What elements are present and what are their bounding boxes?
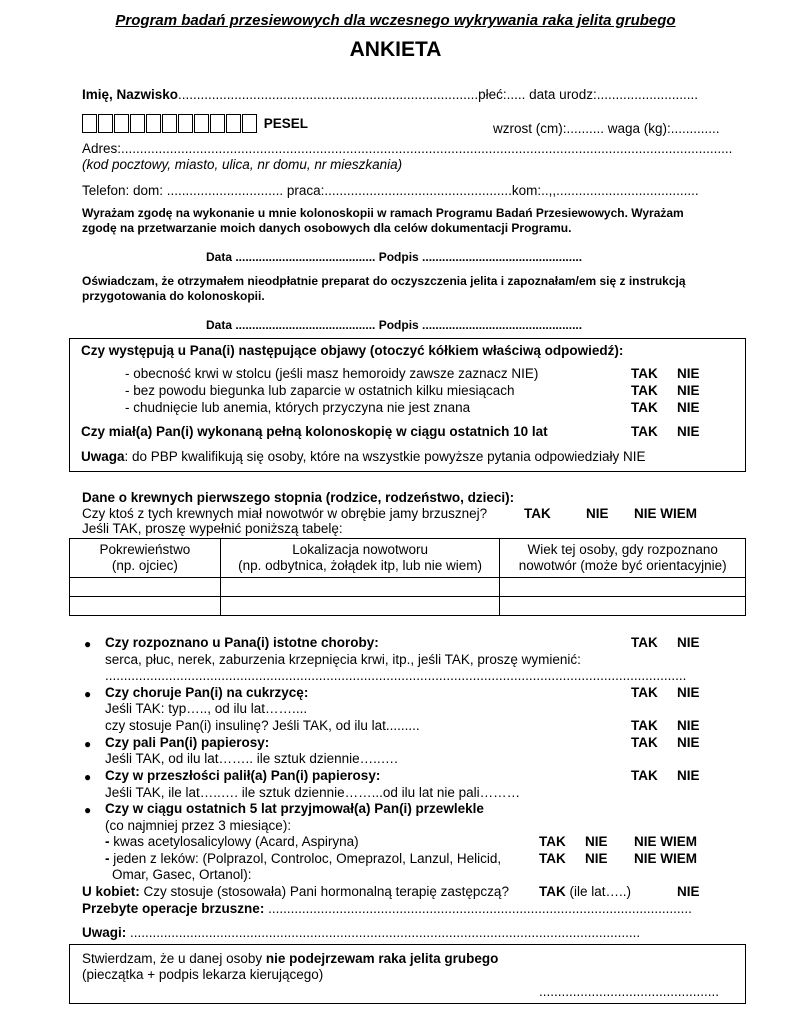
- program-title: Program badań przesiewowych dla wczesnego wykrywania raka jelita grubego: [115, 12, 676, 29]
- nie-wiem-option[interactable]: NIE WIEM: [634, 506, 697, 521]
- bullet-icon: ●: [84, 737, 92, 751]
- tak-option[interactable]: TAK: [539, 851, 566, 866]
- relatives-instruction: Jeśli TAK, proszę wypełnić poniższą tabelę:: [82, 521, 343, 536]
- table-header-row: [70, 539, 746, 578]
- stamp-hint: (pieczątka + podpis lekarza kierującego): [82, 967, 324, 982]
- table-cell[interactable]: [500, 597, 746, 616]
- column-header-age: Wiek tej osoby, gdy rozpoznano nowotwór (może być orientacyjnie): [500, 539, 746, 578]
- colonoscopy-question: Czy miał(a) Pan(i) wykonaną pełną kolonoskopię w ciągu ostatnich 10 lat: [81, 424, 548, 439]
- nie-option[interactable]: NIE: [677, 424, 700, 439]
- consent2-text1: Oświadczam, że otrzymałem nieodpłatnie preparat do oczyszczenia jelita i zapoznałam/em się z instrukcją: [82, 274, 686, 288]
- notes-label: Uwagi:: [82, 925, 127, 940]
- bullet-icon: ●: [84, 770, 92, 784]
- ppi-label: jeden z leków: (Polprazol, Controloc, Omeprazol, Lanzul, Helicid,: [109, 851, 502, 866]
- bullet-icon: ●: [84, 637, 92, 651]
- consent1-text1: Wyrażam zgodę na wykonanie u mnie kolonoskopii w ramach Programu Badań Przesiewowych. Wyrażam: [82, 206, 684, 220]
- diabetes-sub[interactable]: Jeśli TAK: typ….., od ilu lat……....: [105, 701, 308, 716]
- notes-dots[interactable]: ........................................................................................................................................: [126, 925, 641, 940]
- bullet-icon: ●: [84, 803, 92, 817]
- surgery-line: [82, 901, 692, 916]
- table-cell[interactable]: [70, 578, 221, 597]
- ppi-item: [105, 851, 501, 866]
- height-field[interactable]: wzrost (cm):..........: [493, 121, 604, 136]
- table-cell[interactable]: [500, 578, 746, 597]
- tak-option[interactable]: TAK: [539, 884, 566, 899]
- pesel-digit-box[interactable]: [146, 114, 161, 133]
- nie-option[interactable]: NIE: [677, 768, 700, 783]
- doctor-sign-dots[interactable]: ................................................: [539, 984, 720, 999]
- phone-field[interactable]: Telefon: dom: ............................... praca:..................................................kom:..,,......................................: [82, 183, 699, 198]
- tak-option[interactable]: TAK: [631, 768, 658, 783]
- symptom-item: - chudnięcie lub anemia, których przyczyna nie jest znana: [125, 400, 471, 415]
- pesel-row: [82, 114, 308, 133]
- consent1-text2: zgodę na przetwarzanie moich danych osobowych dla celów dokumentacji Programu.: [82, 221, 572, 235]
- statement-bold: nie podejrzewam raka jelita grubego: [265, 951, 499, 966]
- nie-option[interactable]: NIE: [677, 366, 700, 381]
- tak-option[interactable]: TAK: [524, 506, 551, 521]
- pesel-label: PESEL: [263, 116, 309, 131]
- note-text: : do PBP kwalifikują się osoby, które na wszystkie powyższe pytania odpowiedziały NIE: [124, 449, 646, 464]
- pesel-digit-box[interactable]: [242, 114, 257, 133]
- surgery-label: Przebyte operacje brzuszne:: [82, 901, 265, 916]
- bullet-icon: ●: [84, 687, 92, 701]
- relatives-title: Dane o krewnych pierwszego stopnia (rodzice, rodzeństwo, dzieci):: [82, 490, 515, 505]
- relatives-table: [69, 538, 746, 616]
- smoked-question: Czy w przeszłości palił(a) Pan(i) papierosy:: [105, 768, 381, 783]
- nie-option[interactable]: NIE: [677, 735, 700, 750]
- meds-sub: (co najmniej przez 3 miesiące):: [105, 818, 292, 833]
- table-row: [70, 597, 746, 616]
- diabetes-question: Czy choruje Pan(i) na cukrzycę:: [105, 685, 309, 700]
- nie-wiem-option[interactable]: NIE WIEM: [634, 834, 697, 849]
- table-row: [70, 578, 746, 597]
- nie-wiem-option[interactable]: NIE WIEM: [634, 851, 697, 866]
- name-line: [82, 87, 698, 102]
- dash: -: [105, 851, 110, 866]
- women-years[interactable]: (ile lat…..): [565, 884, 632, 899]
- pesel-digit-box[interactable]: [130, 114, 145, 133]
- name-label: Imię, Nazwisko: [82, 87, 179, 102]
- tak-option[interactable]: TAK: [631, 424, 658, 439]
- diseases-sub: serca, płuc, nerek, zaburzenia krzepnięcia krwi, itp., jeśli TAK, proszę wymienić:: [105, 652, 581, 667]
- dash: -: [105, 834, 110, 849]
- name-dots[interactable]: ................................................................................: [178, 87, 479, 102]
- table-cell[interactable]: [220, 578, 500, 597]
- pesel-digit-box[interactable]: [98, 114, 113, 133]
- nie-option[interactable]: NIE: [677, 635, 700, 650]
- notes-line: [82, 925, 640, 940]
- insulin-question[interactable]: czy stosuje Pan(i) insulinę? Jeśli TAK, od ilu lat.........: [105, 718, 420, 733]
- smoked-sub[interactable]: Jeśli TAK, ile lat…..…. ile sztuk dziennie……...od ilu lat nie pali………: [105, 785, 521, 800]
- pesel-digit-box[interactable]: [194, 114, 209, 133]
- column-header-relation: Pokrewieństwo (np. ojciec): [70, 539, 221, 578]
- tak-option[interactable]: TAK: [631, 718, 658, 733]
- women-tak[interactable]: [539, 884, 631, 899]
- qualification-note: [81, 449, 646, 464]
- ppi-label-cont: Omar, Gasec, Ortanol):: [112, 867, 252, 882]
- nie-option[interactable]: NIE: [586, 506, 609, 521]
- table-cell[interactable]: [220, 597, 500, 616]
- measurements: [493, 121, 720, 136]
- tak-option[interactable]: TAK: [631, 366, 658, 381]
- consent2-date-sign[interactable]: Data .......................................... Podpis ................................................: [206, 318, 583, 332]
- column-header-location: Lokalizacja nowotworu (np. odbytnica, żołądek itp, lub nie wiem): [220, 539, 500, 578]
- smoke-question: Czy pali Pan(i) papierosy:: [105, 735, 270, 750]
- pesel-digit-box[interactable]: [162, 114, 177, 133]
- aspirin-label: kwas acetylosalicylowy (Acard, Aspiryna): [109, 834, 359, 849]
- women-question: [82, 884, 509, 899]
- nie-option[interactable]: NIE: [585, 851, 608, 866]
- tak-option[interactable]: TAK: [539, 834, 566, 849]
- sex-field[interactable]: płeć:.....: [478, 87, 526, 102]
- symptom-item: - bez powodu biegunka lub zaparcie w ostatnich kilku miesiącach: [125, 383, 515, 398]
- pesel-digit-box[interactable]: [226, 114, 241, 133]
- women-label: U kobiet:: [82, 884, 140, 899]
- symptoms-question: Czy występują u Pana(i) następujące objawy (otoczyć kółkiem właściwą odpowiedź):: [81, 343, 624, 358]
- tak-option[interactable]: TAK: [631, 635, 658, 650]
- nie-option[interactable]: NIE: [677, 884, 700, 899]
- nie-option[interactable]: NIE: [677, 400, 700, 415]
- pesel-digit-box[interactable]: [210, 114, 225, 133]
- nie-option[interactable]: NIE: [585, 834, 608, 849]
- pesel-boxes[interactable]: [82, 115, 258, 130]
- nie-option[interactable]: NIE: [677, 383, 700, 398]
- statement-pre: Stwierdzam, że u danej osoby: [82, 951, 266, 966]
- women-text: Czy stosuje (stosowała) Pani hormonalną terapię zastępczą?: [139, 884, 509, 899]
- note-label: Uwaga: [81, 449, 125, 464]
- consent1-date-sign[interactable]: Data .......................................... Podpis ................................................: [206, 250, 583, 264]
- table-cell[interactable]: [70, 597, 221, 616]
- nie-option[interactable]: NIE: [677, 718, 700, 733]
- weight-field[interactable]: waga (kg):.............: [607, 121, 720, 136]
- dob-field[interactable]: data urodz:...........................: [529, 87, 698, 102]
- tak-option[interactable]: TAK: [631, 400, 658, 415]
- diseases-dots[interactable]: ...........................................................................................................................................................: [105, 668, 687, 683]
- nie-option[interactable]: NIE: [677, 685, 700, 700]
- tak-option[interactable]: TAK: [631, 735, 658, 750]
- address-hint: (kod pocztowy, miasto, ulica, nr domu, nr mieszkania): [82, 157, 403, 172]
- meds-question: Czy w ciągu ostatnich 5 lat przyjmował(a) Pan(i) przewlekle: [105, 801, 484, 816]
- consent2-text2: przygotowania do kolonoskopii.: [82, 289, 265, 303]
- relatives-question: Czy ktoś z tych krewnych miał nowotwór w obrębie jamy brzusznej?: [82, 506, 488, 521]
- smoke-sub[interactable]: Jeśli TAK, od ilu lat…….. ile sztuk dziennie…..….: [105, 751, 398, 766]
- pesel-digit-box[interactable]: [178, 114, 193, 133]
- surgery-dots[interactable]: .................................................................................................................: [264, 901, 692, 916]
- aspirin-item: [105, 834, 359, 849]
- pesel-digit-box[interactable]: [82, 114, 97, 133]
- doctor-statement: [82, 951, 498, 966]
- diseases-question: Czy rozpoznano u Pana(i) istotne choroby:: [105, 635, 379, 650]
- symptom-item: - obecność krwi w stolcu (jeśli masz hemoroidy zawsze zaznacz NIE): [125, 366, 539, 381]
- pesel-digit-box[interactable]: [114, 114, 129, 133]
- tak-option[interactable]: TAK: [631, 685, 658, 700]
- tak-option[interactable]: TAK: [631, 383, 658, 398]
- address-field[interactable]: Adres:...................................................................................................................................................................: [82, 141, 733, 156]
- form-title: ANKIETA: [349, 38, 442, 61]
